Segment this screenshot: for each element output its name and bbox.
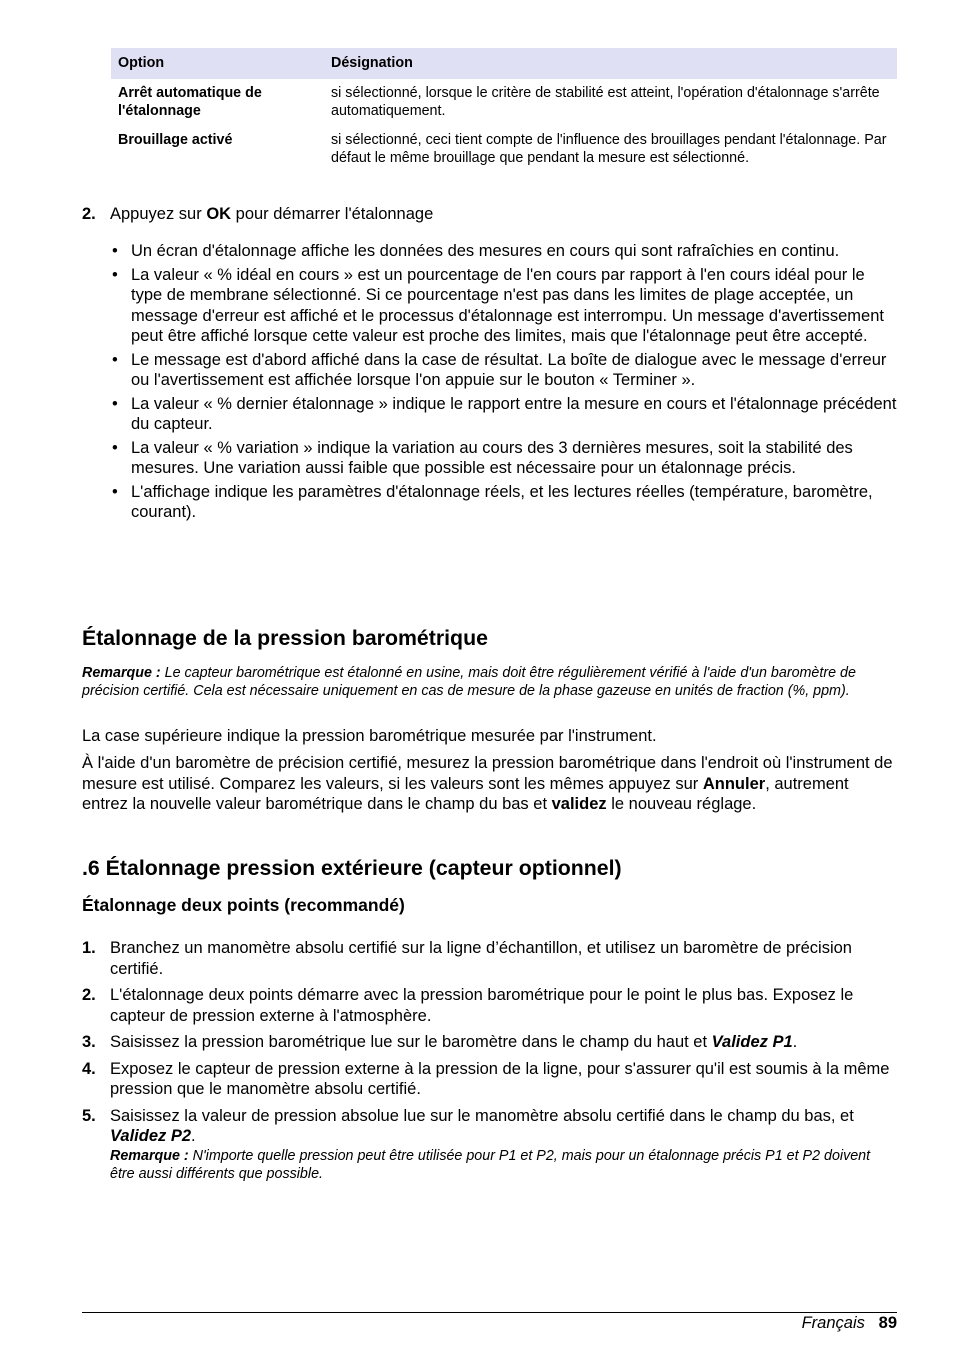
note-text: N'importe quelle pression peut être utilisée pour P1 et P2, mais pour un étalonnage précis P1 et P2 doivent être aussi différents que possible. [110,1147,871,1182]
note-text: Le capteur barométrique est étalonné en usine, mais doit être régulièrement vérifié à l'aide d'un baromètre de précision certifié. Cela est nécessaire uniquement en cas de mesure de la phase gazeuse en unités de fraction (%, ppm). [82,665,856,699]
bullet-icon: • [112,242,118,260]
paragraph-text: le nouveau réglage. [606,795,757,813]
list-item [110,350,900,391]
step-number: 3. [82,1033,96,1051]
paragraph-text: À l'aide d'un baromètre de précision certifié, mesurez la pression barométrique dans l'endroit où l'instrument de mesure est utilisé. Comparez les valeurs, si les valeurs sont les mêmes appuyez sur [82,754,893,793]
step-number: 5. [82,1106,96,1125]
section-title-external-pressure: .6 Étalonnage pression extérieure (capteur optionnel) [82,856,622,880]
note-label: Remarque : [82,665,161,681]
step-text: L'étalonnage deux points démarre avec la pression barométrique pour le point le plus bas. Exposez le capteur de pression externe à l'atmosphère. [110,986,854,1025]
step-number: 1. [82,939,96,957]
step-text: Branchez un manomètre absolu certifié sur la ligne d’échantillon, et utilisez un baromètre de précision certifié. [110,939,852,978]
subsection-title-two-points: Étalonnage deux points (recommandé) [82,895,405,915]
bullet-icon: • [112,265,118,284]
designation-cell: si sélectionné, ceci tient compte de l'influence des brouillages pendant l'étalonnage. Par défaut le même brouillage que pendant la mesure est sélectionné. [331,132,887,166]
step-text: Appuyez sur [110,205,207,223]
table-row [111,79,897,126]
validate-keyword: validez [551,795,607,813]
info-bullet-list [110,241,900,526]
options-table [111,48,897,173]
footer-language: Français [801,1314,865,1332]
step-text: . [792,1033,798,1051]
step-text: Saisissez la pression barométrique lue sur le baromètre dans le champ du haut et [110,1033,712,1051]
step-2 [82,204,897,225]
option-cell: Arrêt automatique de l'étalonnage [118,85,262,119]
paragraph-compare-values [82,753,897,815]
page-footer [802,1313,897,1333]
step-text: Saisissez la valeur de pression absolue lue sur le manomètre absolu certifié dans le champ du bas, et [110,1106,854,1125]
bullet-text: L'affichage indique les paramètres d'étalonnage réels, et les lectures réelles (température, baromètre, courant). [131,482,873,521]
list-item [110,394,900,435]
footer-divider [82,1312,897,1313]
bullet-text: Le message est d'abord affiché dans la case de résultat. La boîte de dialogue avec le message d'erreur ou l'avertissement est affichée lorsque l'on appuie sur le bouton « Terminer ». [131,350,887,389]
paragraph-text: , autrement entrez la nouvelle valeur barométrique dans le champ du bas et [82,774,849,813]
table-row [111,126,897,173]
header-designation: Désignation [324,48,897,79]
list-item [110,241,900,262]
list-item [82,1032,897,1053]
section-title-barometric: Étalonnage de la pression barométrique [82,626,488,650]
list-item [110,265,900,347]
validate-p1-keyword: Validez P1 [711,1033,793,1051]
paragraph-upper-box: La case supérieure indique la pression barométrique mesurée par l'instrument. [82,727,657,745]
step-number: 2. [82,986,96,1004]
ok-keyword: OK [206,205,232,223]
step-text: Exposez le capteur de pression externe à la pression de la ligne, pour s'assurer qu'il est soumis à la même pression que le manomètre absolu certifié. [110,1059,890,1098]
list-item [82,1106,897,1183]
option-cell: Brouillage activé [118,132,233,148]
step-number: 4. [82,1059,96,1078]
step-text: pour démarrer l'étalonnage [231,205,434,223]
table-header-row [111,48,897,79]
bullet-text: La valeur « % variation » indique la variation au cours des 3 dernières mesures, soit la stabilité des mesures. Une variation aussi faible que possible est nécessaire pour un étalonnage précis. [131,438,853,477]
cancel-keyword: Annuler [702,774,766,793]
bullet-icon: • [112,482,118,501]
step-text: . [191,1127,196,1145]
bullet-text: La valeur « % dernier étalonnage » indique le rapport entre la mesure en cours et l'étalonnage précédent du capteur. [131,394,897,433]
list-item [110,482,900,523]
note-barometric [82,664,897,700]
list-item [82,985,897,1026]
page-number: 89 [878,1314,897,1332]
list-item [110,438,900,479]
designation-cell: si sélectionné, lorsque le critère de stabilité est atteint, l'opération d'étalonnage s'arrête automatiquement. [331,85,880,119]
bullet-icon: • [112,350,118,369]
bullet-icon: • [112,394,118,413]
list-item [82,1059,897,1100]
note-pressure-points [110,1147,897,1183]
bullet-text: Un écran d'étalonnage affiche les données des mesures en cours qui sont rafraîchies en continu. [131,242,840,260]
note-label: Remarque : [110,1147,189,1164]
bullet-icon: • [112,438,118,457]
list-item [82,938,897,979]
header-option: Option [111,48,324,79]
bullet-text: La valeur « % idéal en cours » est un pourcentage de l'en cours par rapport à l'en cours idéal pour le type de membrane sélectionné. Si ce pourcentage n'est pas dans les limites de plage acceptée, un message d'erreur est affiché et le processus d'étalonnage est interrompu. Un message d'avertissement peut être affiché lorsque cette valeur est proche des limites, mais que l'étalonnage peut être accepté. [131,265,884,345]
validate-p2-keyword: Validez P2 [110,1127,192,1145]
step-number: 2. [82,205,96,223]
two-point-steps [82,938,897,1189]
